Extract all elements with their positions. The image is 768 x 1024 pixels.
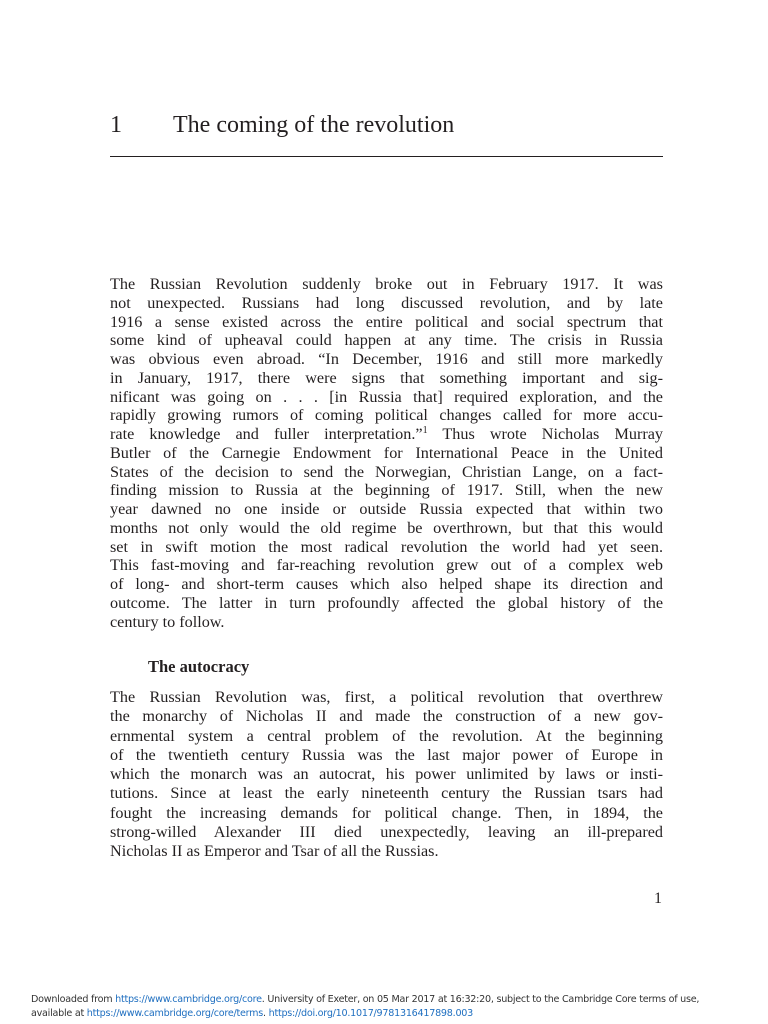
text-line: some kind of upheaval could happen at any time. The crisis in Russia <box>110 331 663 350</box>
paragraph-autocracy <box>110 688 663 861</box>
text-line: set in swift motion the most radical revolution the world had yet seen. <box>110 537 663 556</box>
footer-citation <box>31 993 699 1021</box>
text-line: was obvious even abroad. “In December, 1916 and still more markedly <box>110 350 663 368</box>
text-line: century to follow. <box>110 612 225 631</box>
chapter-rule <box>110 156 663 157</box>
page-number: 1 <box>654 890 662 907</box>
text-segment: Thus wrote Nicholas Murray <box>427 425 664 443</box>
text-line: tutions. Since at least the early nineteenth century the Russian tsars had <box>110 784 663 803</box>
text-line: This fast-moving and far-reaching revolution grew out of a complex web <box>110 556 663 575</box>
text-line: Butler of the Carnegie Endowment for International Peace in the United <box>110 443 663 462</box>
chapter-title: The coming of the revolution <box>173 112 455 138</box>
footer-text: available at <box>31 1008 87 1019</box>
section-heading: The autocracy <box>148 657 250 676</box>
text-line: of the twentieth century Russia was the last major power of Europe in <box>110 745 663 764</box>
terms-link[interactable]: https://www.cambridge.org/core/terms <box>86 1008 263 1019</box>
text-line <box>110 425 663 444</box>
footer-text: . <box>263 1008 269 1019</box>
text-line: Nicholas II as Emperor and Tsar of all the Russias. <box>110 842 439 860</box>
text-line: 1916 a sense existed across the entire political and social spectrum that <box>110 312 663 331</box>
text-segment: rate knowledge and fuller interpretation.” <box>110 425 423 443</box>
text-line: which the monarch was an autocrat, his power unlimited by laws or insti- <box>110 765 663 783</box>
text-line: of long- and short-term causes which also helped shape its direction and <box>110 575 663 593</box>
text-line: finding mission to Russia at the beginning of 1917. Still, when the new <box>110 481 663 500</box>
doi-link[interactable]: https://doi.org/10.1017/9781316417898.003 <box>268 1008 474 1019</box>
text-line: the monarchy of Nicholas II and made the construction of a new gov- <box>110 707 663 726</box>
text-line: months not only would the old regime be overthrown, but that this would <box>110 518 663 537</box>
text-line: strong-willed Alexander III died unexpectedly, leaving an ill-prepared <box>110 822 663 841</box>
text-line: ernmental system a central problem of the revolution. At the beginning <box>110 726 663 745</box>
footnote-marker[interactable]: 1 <box>422 425 428 436</box>
chapter-number: 1 <box>110 112 122 138</box>
core-link[interactable]: https://www.cambridge.org/core <box>115 994 262 1005</box>
text-line: not unexpected. Russians had long discussed revolution, and by late <box>110 293 663 312</box>
text-line: in January, 1917, there were signs that something important and sig- <box>110 368 663 387</box>
text-line: The Russian Revolution suddenly broke out in February 1917. It was <box>110 275 663 293</box>
text-line: nificant was going on . . . [in Russia that] required exploration, and the <box>110 387 663 406</box>
text-line: fought the increasing demands for political change. Then, in 1894, the <box>110 803 663 822</box>
text-line: year dawned no one inside or outside Russia expected that within two <box>110 500 663 518</box>
text-line: States of the decision to send the Norwegian, Christian Lange, on a fact- <box>110 462 663 481</box>
chapter-heading <box>110 112 663 142</box>
footer-text: Downloaded from <box>31 994 116 1005</box>
paragraph-intro <box>110 275 663 631</box>
text-line: rapidly growing rumors of coming political changes called for more accu- <box>110 406 663 425</box>
footer-text: . University of Exeter, on 05 Mar 2017 at 16:32:20, subject to the Cambridge Core terms of use, <box>261 994 700 1005</box>
text-line: The Russian Revolution was, first, a political revolution that overthrew <box>110 688 663 706</box>
text-line: outcome. The latter in turn profoundly affected the global history of the <box>110 593 663 612</box>
